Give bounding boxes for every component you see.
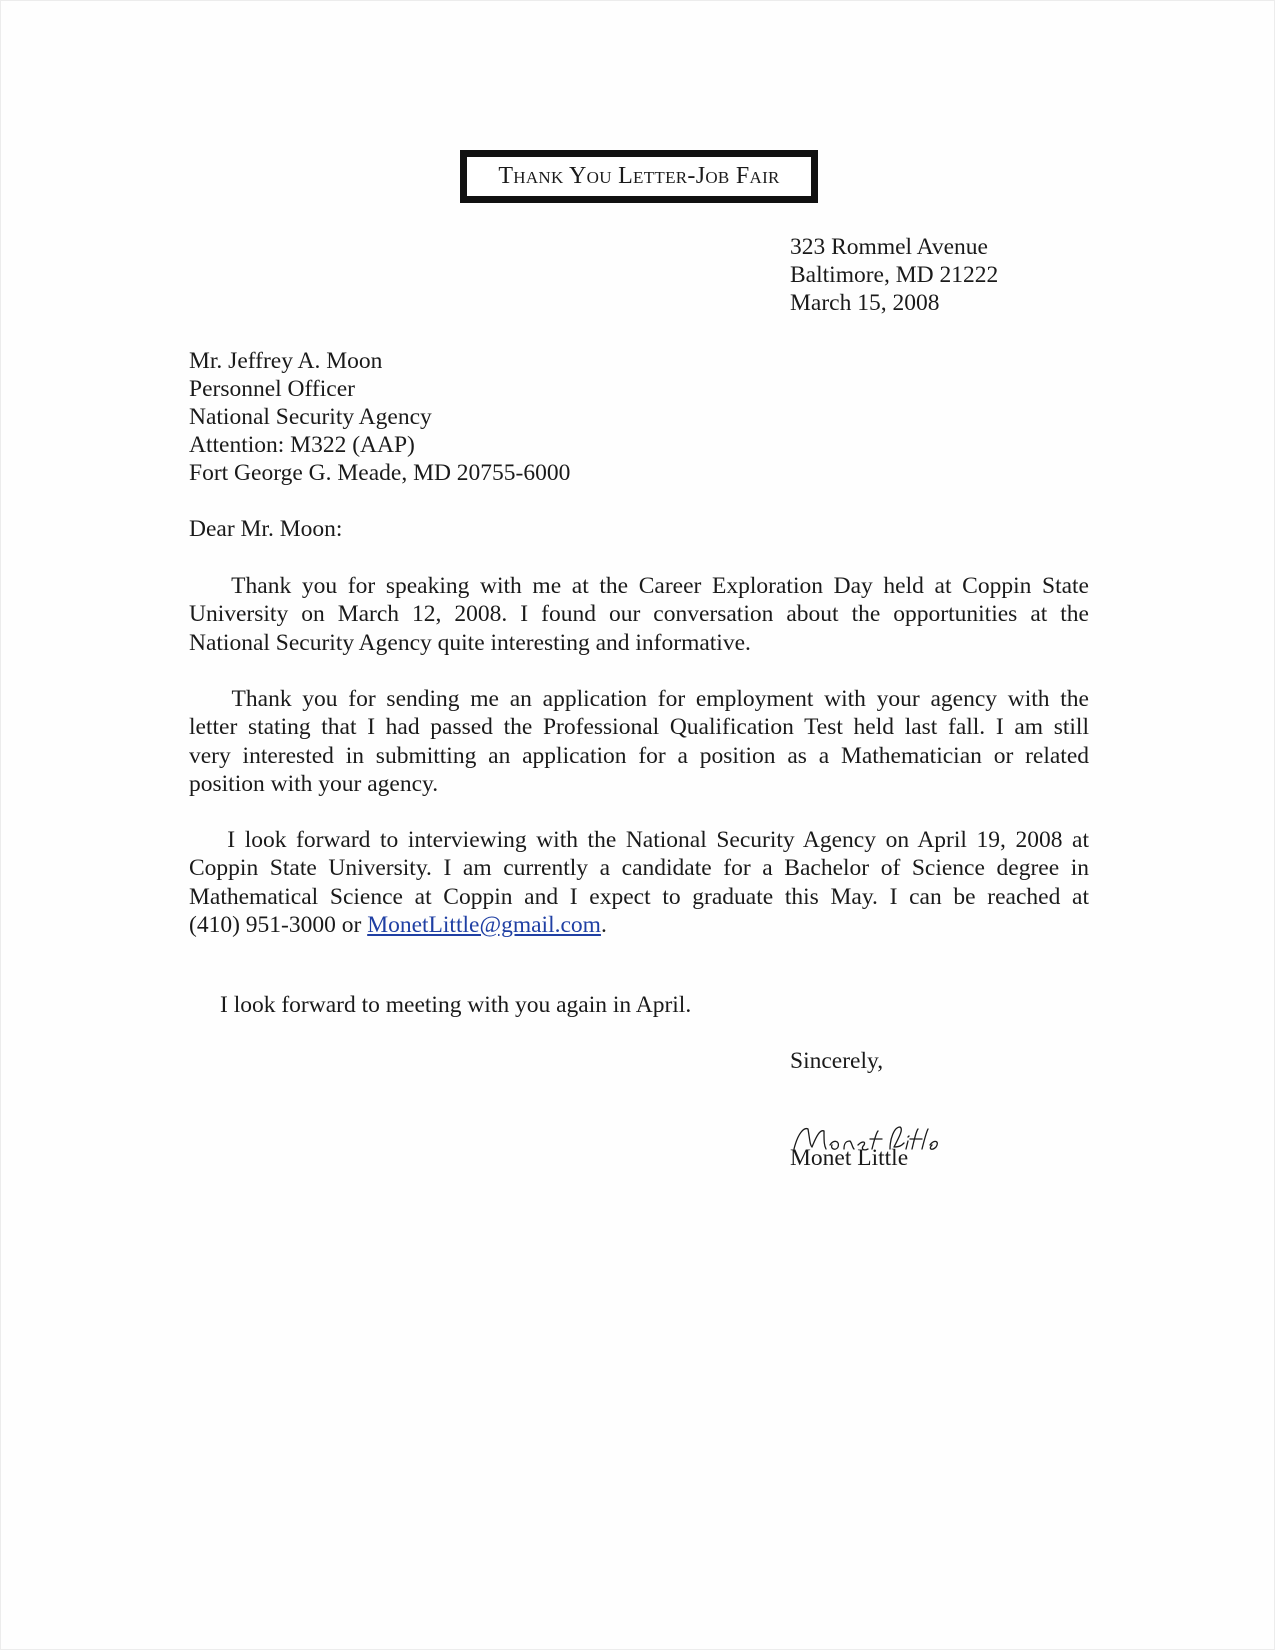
paragraph-1-line: University on March 12, 2008. I found our conversation about the opportunities at the	[189, 601, 1089, 628]
closing-line: I look forward to meeting with you again in April.	[220, 992, 692, 1018]
letter-date: March 15, 2008	[790, 290, 940, 316]
recipient-name: Mr. Jeffrey A. Moon	[189, 348, 383, 374]
valediction: Sincerely,	[790, 1048, 884, 1074]
phone-text: (410) 951-3000 or	[189, 911, 368, 938]
paragraph-3-line: Mathematical Science at Coppin and I expect to graduate this May. I can be reached at	[189, 883, 1089, 910]
signer-name: Monet Little	[790, 1145, 909, 1171]
paragraph-1	[189, 572, 1089, 657]
paragraph-3-line: Coppin State University. I am currently a candidate for a Bachelor of Science degree in	[189, 855, 1089, 882]
title-frame	[460, 150, 818, 203]
salutation: Dear Mr. Moon:	[189, 516, 343, 542]
paragraph-2-line: Thank you for sending me an application for employment with your agency with the	[189, 686, 1089, 712]
paragraph-1-line: Thank you for speaking with me at the Career Exploration Day held at Coppin State	[189, 573, 1089, 599]
period: .	[600, 911, 607, 938]
sender-street: 323 Rommel Avenue	[790, 234, 988, 260]
recipient-attention: Attention: M322 (AAP)	[189, 432, 415, 458]
letter-title: Thank You Letter-Job Fair	[465, 155, 813, 198]
paragraph-2-line: letter stating that I had passed the Professional Qualification Test held last fall. I am still	[189, 714, 1089, 741]
paragraph-3-line: I look forward to interviewing with the National Security Agency on April 19, 2008 at	[189, 827, 1089, 853]
paragraph-2	[189, 685, 1089, 798]
paragraph-1-line: National Security Agency quite interesting and informative.	[189, 629, 751, 656]
email-link[interactable]: MonetLittle@gmail.com	[367, 911, 601, 938]
paragraph-3-last-line	[189, 911, 1089, 939]
paragraph-2-line: very interested in submitting an application for a position as a Mathematician or related	[189, 742, 1089, 769]
paragraph-2-line: position with your agency.	[189, 770, 439, 797]
recipient-position: Personnel Officer	[189, 376, 355, 402]
recipient-city: Fort George G. Meade, MD 20755-6000	[189, 460, 571, 486]
sender-city: Baltimore, MD 21222	[790, 262, 999, 288]
recipient-organization: National Security Agency	[189, 404, 432, 430]
paragraph-3	[189, 826, 1089, 939]
